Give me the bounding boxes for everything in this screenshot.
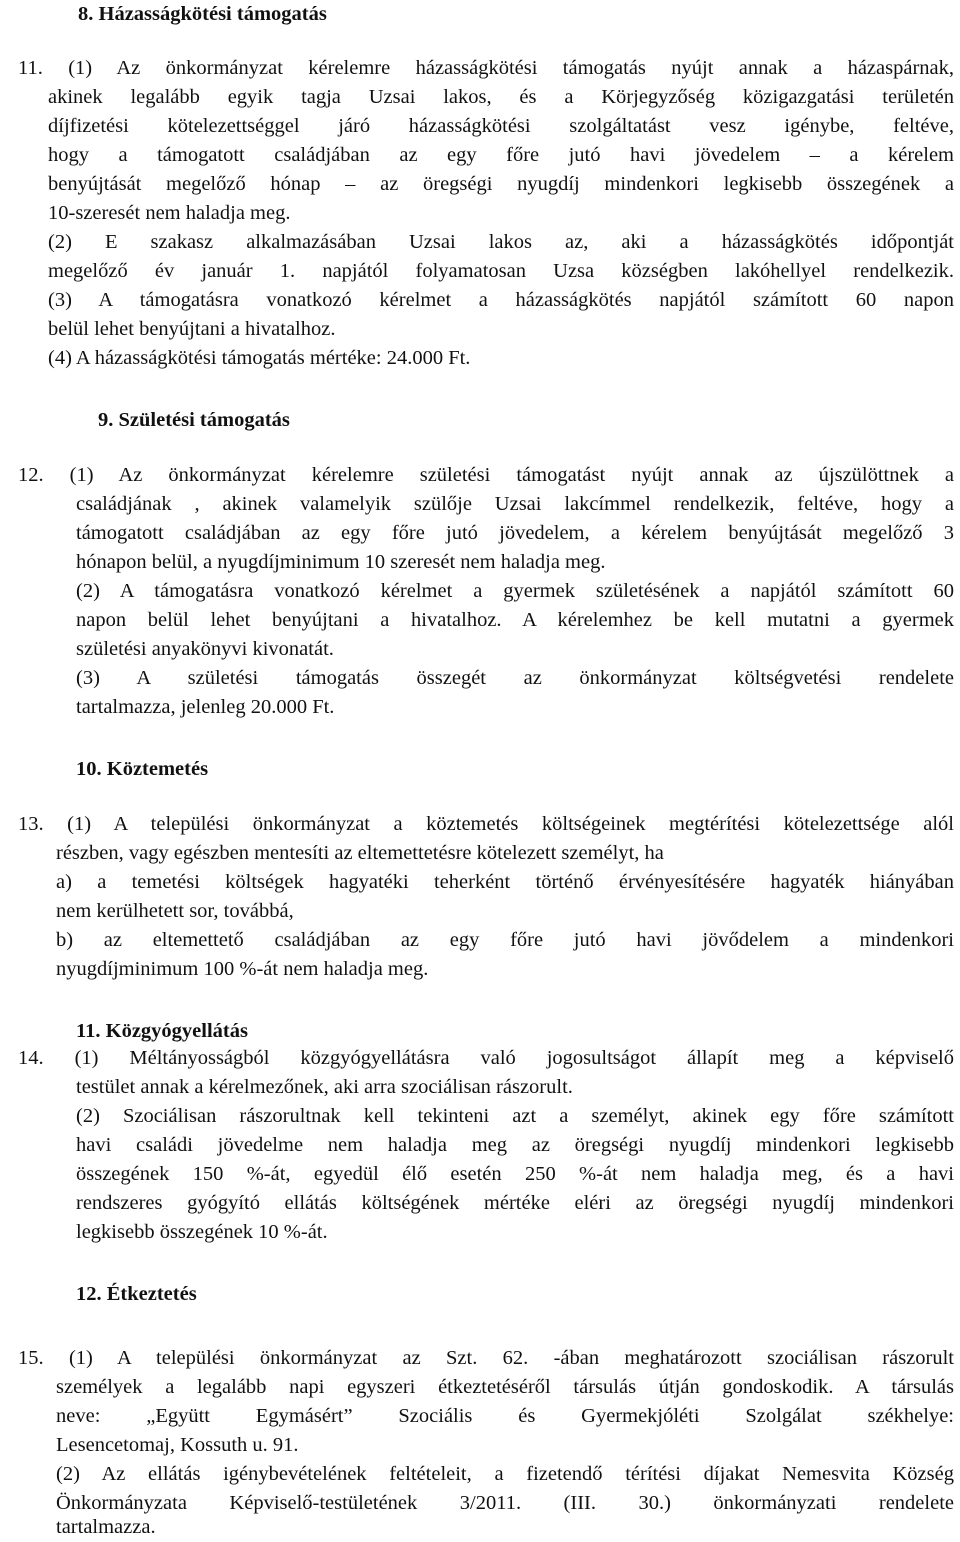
paragraph-line: nyugdíjminimum 100 %-át nem haladja meg. — [56, 958, 429, 980]
paragraph-line: testület annak a kérelmezőnek, aki arra szociálisan rászorult. — [76, 1076, 573, 1098]
paragraph-line: 11. (1) Az önkormányzat kérelemre házasságkötési támogatás nyújt annak a házaspárnak, — [18, 57, 954, 79]
paragraph-line: rendszeres gyógyító ellátás költségének mértéke eléri az öregségi nyugdíj mindenkori — [76, 1192, 954, 1214]
paragraph-line: neve: „Együtt Egymásért” Szociális és Gyermekjóléti Szolgálat székhelye: — [56, 1405, 954, 1427]
paragraph-line: tartalmazza, jelenleg 20.000 Ft. — [76, 696, 335, 718]
paragraph-line: (4) A házasságkötési támogatás mértéke: 24.000 Ft. — [48, 347, 471, 369]
paragraph-line: Önkormányzata Képviselő-testületének 3/2011. (III. 30.) önkormányzati rendelete — [56, 1492, 954, 1514]
paragraph-line: havi családi jövedelme nem haladja meg az öregségi nyugdíj mindenkori legkisebb — [76, 1134, 954, 1156]
section-heading: 12. Étkeztetés — [76, 1283, 197, 1305]
paragraph-line: 15. (1) A települési önkormányzat az Szt. 62. -ában meghatározott szociálisan rászorult — [18, 1347, 954, 1369]
paragraph-line: tartalmazza. — [56, 1516, 156, 1538]
paragraph-line: b) az eltemettető családjában az egy főre jutó havi jövődelem a mindenkori — [56, 929, 954, 951]
paragraph-line: 12. (1) Az önkormányzat kérelemre születési támogatást nyújt annak az újszülöttnek a — [18, 464, 954, 486]
paragraph-line: 13. (1) A települési önkormányzat a köztemetés költségeinek megtérítési kötelezettsége alól — [18, 813, 954, 835]
paragraph-line: hogy a támogatott családjában az egy főre jutó havi jövedelem – a kérelem — [48, 144, 954, 166]
paragraph-line: születési anyakönyvi kivonatát. — [76, 638, 334, 660]
paragraph-line: napon belül lehet benyújtani a hivatalhoz. A kérelemhez be kell mutatni a gyermek — [76, 609, 954, 631]
paragraph-line: akinek legalább egyik tagja Uzsai lakos, és a Körjegyzőség közigazgatási területén — [48, 86, 954, 108]
paragraph-line: legkisebb összegének 10 %-át. — [76, 1221, 328, 1243]
paragraph-line: megelőző év január 1. napjától folyamatosan Uzsa községben lakóhellyel rendelkezik. — [48, 260, 954, 282]
paragraph-line: a) a temetési költségek hagyatéki teherként történő érvényesítésére hagyaték hiányában — [56, 871, 954, 893]
paragraph-line: (2) A támogatásra vonatkozó kérelmet a gyermek születésének a napjától számított 60 — [76, 580, 954, 602]
paragraph-line: hónapon belül, a nyugdíjminimum 10 szeresét nem haladja meg. — [76, 551, 606, 573]
paragraph-line: családjának , akinek valamelyik szülője Uzsai lakcímmel rendelkezik, feltéve, hogy a — [76, 493, 954, 515]
paragraph-line: díjfizetési kötelezettséggel járó házasságkötési szolgáltatást vesz igénybe, feltéve, — [48, 115, 954, 137]
paragraph-line: részben, vagy egészben mentesíti az eltemettetésre kötelezett személyt, ha — [56, 842, 664, 864]
paragraph-line: 14. (1) Méltányosságból közgyógyellátásra való jogosultságot állapít meg a képviselő — [18, 1047, 954, 1069]
paragraph-line: (3) A születési támogatás összegét az önkormányzat költségvetési rendelete — [76, 667, 954, 689]
section-heading: 8. Házasságkötési támogatás — [78, 3, 327, 25]
paragraph-line: nem kerülhetett sor, továbbá, — [56, 900, 294, 922]
paragraph-line: (2) E szakasz alkalmazásában Uzsai lakos az, aki a házasságkötés időpontját — [48, 231, 954, 253]
paragraph-line: személyek a legalább napi egyszeri étkeztetéséről társulás útján gondoskodik. A társulás — [56, 1376, 954, 1398]
paragraph-line: (2) Szociálisan rászorultnak kell tekinteni azt a személyt, akinek egy főre számított — [76, 1105, 954, 1127]
paragraph-line: 10-szeresét nem haladja meg. — [48, 202, 291, 224]
section-heading: 9. Születési támogatás — [98, 409, 290, 431]
paragraph-line: Lesencetomaj, Kossuth u. 91. — [56, 1434, 299, 1456]
paragraph-line: benyújtását megelőző hónap – az öregségi nyugdíj mindenkori legkisebb összegének a — [48, 173, 954, 195]
paragraph-line: támogatott családjában az egy főre jutó jövedelem, a kérelem benyújtását megelőző 3 — [76, 522, 954, 544]
paragraph-line: belül lehet benyújtani a hivatalhoz. — [48, 318, 336, 340]
section-heading: 11. Közgyógyellátás — [76, 1020, 248, 1042]
paragraph-line: (2) Az ellátás igénybevételének feltételeit, a fizetendő térítési díjakat Nemesvita Község — [56, 1463, 954, 1485]
paragraph-line: (3) A támogatásra vonatkozó kérelmet a házasságkötés napjától számított 60 napon — [48, 289, 954, 311]
paragraph-line: összegének 150 %-át, egyedül élő esetén 250 %-át nem haladja meg, és a havi — [76, 1163, 954, 1185]
section-heading: 10. Köztemetés — [76, 758, 209, 780]
